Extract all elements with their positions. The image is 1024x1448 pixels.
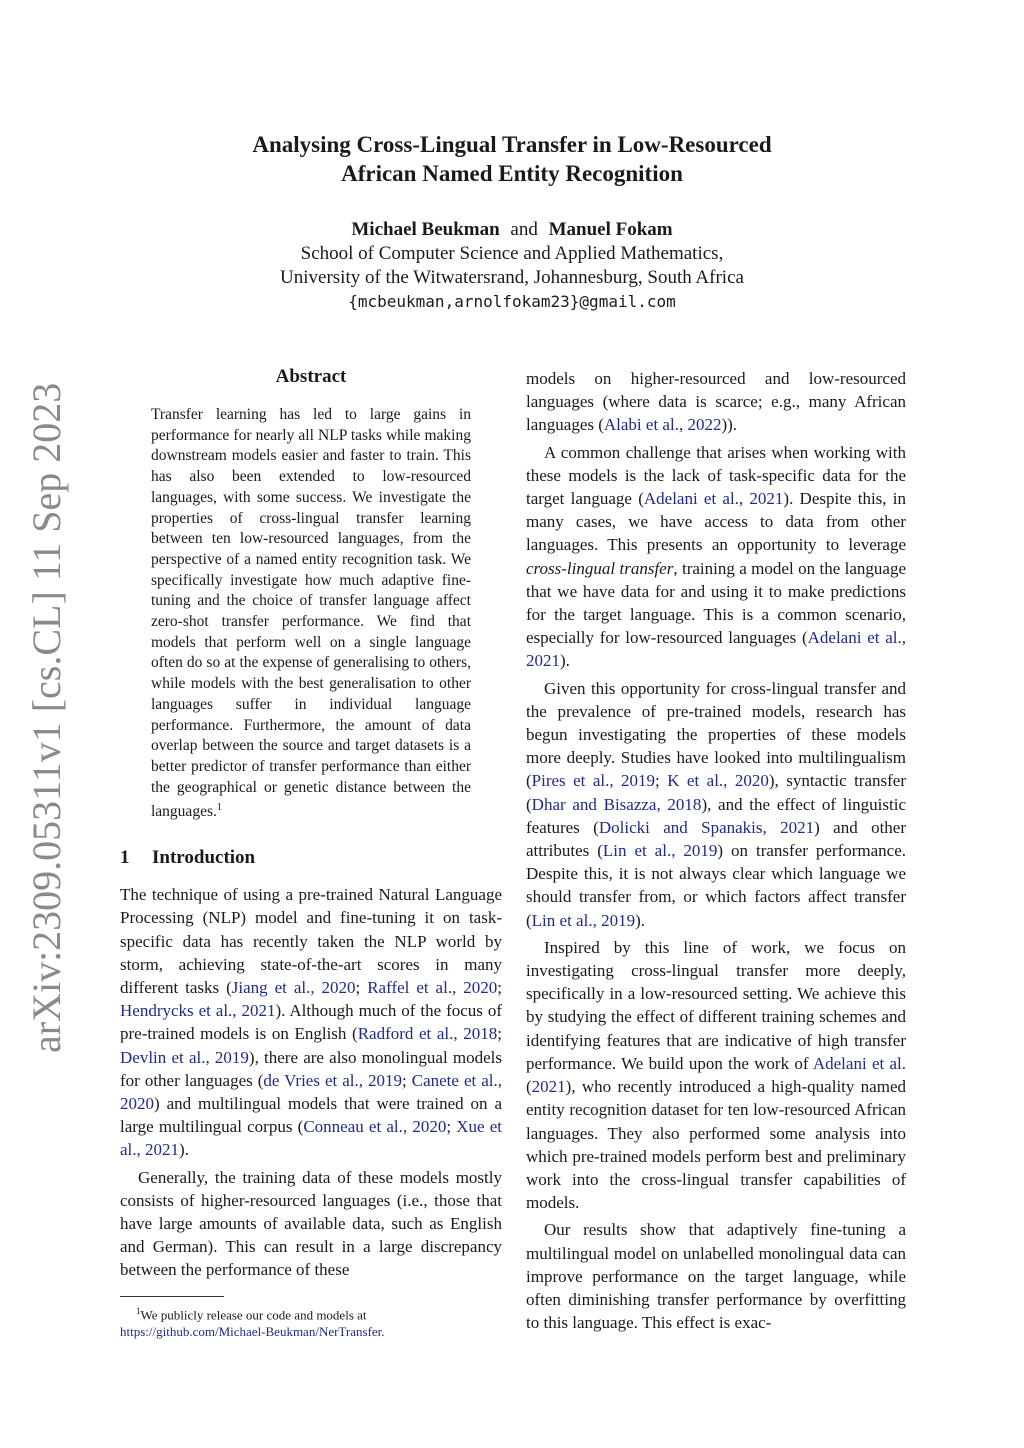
text-run: ). [560, 651, 570, 671]
text-run: ). Although much of the focus of pre-trained models is on English ( [120, 1001, 502, 1044]
text-run: ; [446, 1117, 457, 1137]
title-line-2: African Named Entity Recognition [341, 161, 683, 186]
citation-link[interactable]: Adelani et al., 2021 [526, 628, 906, 671]
text-run: A common challenge that arises when working with these models is the lack of task-specific data for the target language ( [526, 442, 906, 509]
citation-link[interactable]: Lin et al., 2019 [602, 841, 718, 861]
affiliation-1: School of Computer Science and Applied Mathematics, [300, 243, 724, 264]
citation-link[interactable]: Jiang et al., 2020 [231, 978, 356, 998]
text-run: ), there are also monolingual models for other languages ( [120, 1047, 502, 1090]
text-run: ( [526, 1077, 532, 1097]
left-column [120, 366, 502, 1340]
footnote-mark: 1 [136, 1305, 141, 1316]
footnote-url-link[interactable]: https://github.com/Michael-Beukman/NerTransfer [120, 1324, 382, 1339]
text-run: ; [655, 771, 668, 791]
author-names [180, 218, 844, 242]
text-run: ; [497, 978, 502, 998]
title-line-1: Analysing Cross-Lingual Transfer in Low-Resourced [252, 132, 772, 157]
affiliation-2: University of the Witwatersrand, Johannesburg, South Africa [280, 267, 744, 288]
text-run: . [381, 1324, 385, 1339]
footnote-divider [120, 1296, 224, 1297]
section-heading-introduction [120, 847, 502, 869]
paper-title [180, 130, 844, 188]
text-run: ). Despite this, in many cases, we have access to data from other languages. This presents an opportunity to leverage [526, 489, 906, 555]
right-paragraph-5: Our results show that adaptively fine-tuning a multilingual model on unlabelled monolingual data can improve performance on the target language, while often diminishing transfer performance by overfitting to this language. This effect is exac- [526, 1220, 906, 1333]
citation-link[interactable]: Dolicki and Spanakis, 2021 [598, 817, 815, 837]
intro-paragraph-2: Generally, the training data of these models mostly consists of higher-resourced languages (i.e., those that have large amounts of available data, such as English and German). This can result in a large discrepancy between the performance of these [120, 1167, 502, 1280]
text-run: The technique of using a pre-trained Natural Language Processing (NLP) model and fine-tuning it on task-specific data has recently taken the NLP world by storm, achieving state-of-the-art scores in many different tasks ( [120, 885, 502, 998]
text-run: ; [355, 978, 368, 998]
text-run: ; [497, 1024, 502, 1044]
citation-link[interactable]: Alabi et al., 2022 [603, 415, 722, 435]
citation-link[interactable]: Raffel et al., 2020 [367, 978, 498, 998]
text-run: ) and multilingual models that were trained on a large multilingual corpus ( [120, 1094, 502, 1137]
footnote [120, 1303, 502, 1340]
abstract-text: Transfer learning has led to large gains in performance for nearly all NLP tasks while making downstream models easier and faster to train. This has also been extended to low-resourced languages, with some success. We investigate the properties of cross-lingual transfer learning between ten low-resourced languages, from the perspective of a named entity recognition task. We specifically investigate how much adaptive fine-tuning and the choice of transfer language affect zero-shot transfer performance. We find that models that perform well on a single language often do so at the expense of generalising to others, while models with the best generalisation to other languages suffer in individual language performance. Furthermore, the amount of data overlap between the source and target datasets is a better predictor of transfer performance than either the geographical or genetic distance between the languages. [151, 406, 471, 821]
abstract-heading: Abstract [275, 366, 347, 387]
authors-block [180, 218, 844, 314]
right-column [526, 367, 906, 1334]
text-run: Inspired by this line of work, we focus on investigating cross-lingual transfer more deeply, specifically in a low-resourced setting. We achieve this by studying the effect of different training schemes and identifying features that are indicative of high transfer performance. We build upon the work of [526, 937, 906, 1073]
text-run: Given this opportunity for cross-lingual transfer and the prevalence of pre-trained models, research has begun investigating the properties of these models more deeply. Studies have looked into multilingualism ( [526, 678, 906, 791]
abstract-footnote-mark: 1 [216, 802, 222, 814]
text-run: ), who recently introduced a high-quality named entity recognition dataset for ten low-resourced African languages. They also performed some analysis into which pre-trained models perform best and preliminary work into the cross-lingual transfer capabilities of models. [526, 1077, 906, 1213]
text-run: , training a model on the language that we have data for and using it to make predictions for the target language. This is a common scenario, especially for low-resourced languages ( [526, 558, 906, 648]
citation-link[interactable]: 2021 [531, 1077, 566, 1097]
section-number: 1 [120, 847, 130, 869]
right-paragraph-4 [526, 936, 906, 1214]
citation-link[interactable]: Devlin et al., 2019 [120, 1047, 249, 1067]
author-separator: and [510, 219, 538, 240]
citation-link[interactable]: Conneau et al., 2020 [303, 1117, 447, 1137]
intro-paragraph-1 [120, 883, 502, 1161]
citation-link[interactable]: de Vries et al., 2019 [263, 1070, 403, 1090]
text-run: ), and the effect of linguistic features ( [526, 794, 907, 837]
section-title: Introduction [152, 847, 256, 869]
text-run: )). [721, 415, 738, 435]
text-run: ; [402, 1070, 412, 1090]
citation-link[interactable]: Adelani et al., 2021 [643, 489, 784, 509]
citation-link[interactable]: Hendrycks et al., 2021 [120, 1001, 276, 1021]
citation-link[interactable]: Xue et al., 2021 [120, 1117, 503, 1160]
citation-link[interactable]: Radford et al., 2018 [357, 1024, 498, 1044]
text-run: ) and other attributes ( [526, 817, 907, 861]
arxiv-identifier: arXiv:2309.05311v1 [cs.CL] 11 Sep 2023 [24, 382, 69, 1053]
right-paragraph-2 [526, 441, 906, 673]
citation-link[interactable]: Adelani et al. [812, 1053, 907, 1073]
abstract-body [151, 405, 471, 823]
citation-link[interactable]: Lin et al., 2019 [531, 910, 636, 930]
text-run: ). [635, 910, 645, 930]
author-email: {mcbeukman,arnolfokam23}@gmail.com [348, 292, 676, 311]
citation-link[interactable]: Pires et al., 2019 [531, 771, 656, 791]
citation-link[interactable]: Canete et al., 2020 [120, 1070, 502, 1114]
text-run: models on higher-resourced and low-resourced languages (where data is scarce; e.g., many African languages ( [526, 369, 906, 435]
author-2: Manuel Fokam [548, 219, 673, 240]
right-paragraph-3 [526, 677, 906, 932]
citation-link[interactable]: K et al., 2020 [667, 771, 769, 791]
text-run: ) on transfer performance. Despite this, it is not always clear which language we should transfer from, or which factors affect transfer ( [526, 841, 907, 930]
citation-link[interactable]: Dhar and Bisazza, 2018 [531, 794, 702, 814]
right-paragraph-1 [526, 367, 906, 437]
author-1: Michael Beukman [351, 219, 500, 240]
text-run: ), syntactic transfer ( [526, 771, 906, 814]
text-run: ). [179, 1140, 189, 1160]
emphasis-term: cross-lingual transfer [526, 558, 674, 578]
footnote-text: We publicly release our code and models at [140, 1307, 367, 1322]
